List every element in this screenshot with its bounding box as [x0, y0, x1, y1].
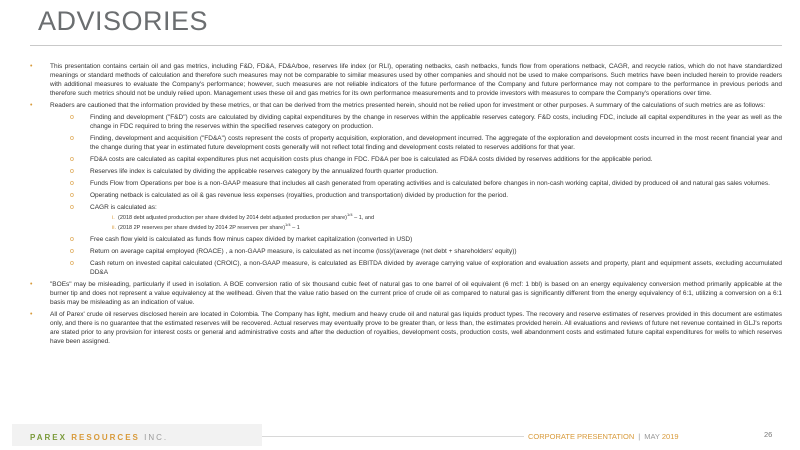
formula-text: (2018 2P reserves per share divided by 2014 2P reserves per share)	[118, 225, 286, 231]
sub-bullet-text: Cash return on invested capital calculated (CROIC), a non-GAAP measure, is calculated as EBITDA divided by average carrying value of exploration and evaluation assets and property, plant and equipment assets, excluding accumulated DD&A	[90, 260, 782, 276]
circle-bullet-icon: o	[70, 156, 74, 163]
roman-marker: ii.	[112, 225, 116, 231]
bullet-dot-icon: •	[30, 63, 33, 70]
formula-item	[90, 224, 782, 232]
formula-tail: – 1, and	[352, 215, 375, 221]
bullet-text: This presentation contains certain oil and gas metrics, including F&D, FD&A, FD&A/boe, reserves life index (or RLI), operating netbacks, cash netbacks, funds flow from operations netback, CAGR, and recycle ratios, which do not have standardized meanings or standard methods of calculation and therefore such measures may not be comparable to similar measures used by other companies and should not be used to make comparisons. Such metrics have been included herein to provide readers with additional measures to evaluate the Company's performance; however, such measures are not reliable indicators of the future performance of the Company and future performance may not compare to the performance in previous periods and therefore such metrics should not be unduly relied upon. Management uses these oil and gas metrics for its own performance measurements and to provide investors with measures to compare the Company's operations over time.	[50, 63, 782, 97]
circle-bullet-icon: o	[70, 114, 74, 121]
formula-list	[90, 214, 782, 232]
formula-item	[90, 214, 782, 222]
sub-bullet-text: Funds Flow from Operations per boe is a non-GAAP measure that includes all cash generated from operating activities and is calculated before changes in non-cash working capital, divided by produced oil and natural gas sales volumes.	[90, 180, 770, 187]
footer-caption	[528, 432, 679, 441]
bullet-item	[30, 101, 782, 277]
circle-bullet-icon: o	[70, 135, 74, 142]
sub-bullet-text: Finding and development ("F&D") costs are calculated by dividing capital expenditures by the change in reserves within the applicable reserves category. F&D costs, including FDC, include all capital expenditures in the year as well as the change in FDC required to bring the reserves within the specified reserves category on production.	[90, 114, 782, 130]
presentation-label: CORPORATE PRESENTATION	[528, 432, 635, 441]
bullet-text: All of Parex' crude oil reserves disclosed herein are located in Colombia. The Company has light, medium and heavy crude oil and natural gas liquids product types. The recovery and reserve estimates of reserves provided in this document are estimates only, and there is no guarantee that the estimated reserves will be recovered. Actual reserves may eventually prove to be greater than, or less than, the estimates provided herein. All evaluations and reviews of future net revenue contained in GLJ's reports are stated prior to any provision for interest costs or general and administrative costs and after the deduction of royalties, development costs, production costs, well abandonment costs and estimated future capital expenditures for wells to which reserves have been assigned.	[50, 311, 782, 345]
advisories-body	[30, 62, 782, 349]
brand-word-inc: INC.	[144, 433, 169, 442]
circle-bullet-icon: o	[70, 204, 74, 211]
roman-marker: i.	[112, 215, 115, 221]
circle-bullet-icon: o	[70, 236, 74, 243]
sub-bullet-item	[50, 191, 782, 200]
brand-word-resources: RESOURCES	[71, 433, 140, 442]
bullet-dot-icon: •	[30, 311, 33, 318]
page-number: 26	[764, 430, 773, 439]
bullet-text: Readers are cautioned that the information provided by these metrics, or that can be derived from the metrics presented herein, should not be relied upon for investment or other purposes. A summary of the calculations of such metrics are as follows:	[50, 102, 766, 109]
sub-bullet-item	[50, 155, 782, 164]
sub-bullet-text: Finding, development and acquisition ("FD&A") costs represent the costs of property acquisition, exploration, and development incurred. The aggregate of the exploration and development costs incurred in the most recent financial year and the change during that year in estimated future development costs generally will not reflect total finding and development costs related to reserves additions for that year.	[90, 135, 782, 151]
formula-exponent: 1/4	[285, 222, 291, 228]
circle-bullet-icon: o	[70, 180, 74, 187]
company-logo	[30, 433, 168, 442]
bullet-item	[30, 62, 782, 98]
sub-bullet-text: FD&A costs are calculated as capital expenditures plus net acquisition costs plus change in FDC. FD&A per boe is calculated as FD&A costs divided by reserves additions for the applicable period.	[90, 156, 653, 163]
bullet-dot-icon: •	[30, 281, 33, 288]
sub-bullet-item	[50, 134, 782, 152]
sub-bullet-item	[50, 259, 782, 277]
footer-year: 2019	[661, 432, 679, 441]
sub-bullet-item	[50, 113, 782, 131]
circle-bullet-icon: o	[70, 168, 74, 175]
sub-bullet-item	[50, 167, 782, 176]
circle-bullet-icon: o	[70, 192, 74, 199]
sub-bullet-item	[50, 247, 782, 256]
circle-bullet-icon: o	[70, 248, 74, 255]
sub-bullet-text: Return on average capital employed (ROACE) , a non-GAAP measure, is calculated as net income (loss)/(average (net debt + shareholders' equity))	[90, 248, 517, 255]
sub-bullet-text: CAGR is calculated as:	[90, 204, 157, 211]
formula-text: (2018 debt adjusted production per share divided by 2014 debt adjusted production per share)	[118, 215, 348, 221]
sub-bullet-text: Operating netback is calculated as oil & gas revenue less expenses (royalties, production and transportation) divided by production for the period.	[90, 192, 509, 199]
footer-divider	[262, 436, 524, 437]
brand-word-parex: PAREX	[30, 433, 67, 442]
formula-exponent: 1/4	[347, 212, 353, 218]
bullet-text: "BOEs" may be misleading, particularly if used in isolation. A BOE conversion ratio of six thousand cubic feet of natural gas to one barrel of oil equivalent (6 mcf: 1 bbl) is based on an energy equivalency conversion method primarily applicable at the burner tip and does not represent a value equivalency at the wellhead. Given that the value ratio based on the current price of crude oil as compared to natural gas is significantly different from the energy equivalency of 6:1, utilizing a conversion on a 6:1 basis may be misleading as an indication of value.	[50, 281, 782, 306]
sub-bullet-list	[50, 113, 782, 277]
bullet-item	[30, 280, 782, 307]
sub-bullet-text: Reserves life index is calculated by dividing the applicable reserves category by the annualized fourth quarter production.	[90, 168, 438, 175]
sub-bullet-item	[50, 203, 782, 232]
sub-bullet-item	[50, 235, 782, 244]
page-title: ADVISORIES	[38, 6, 209, 36]
circle-bullet-icon: o	[70, 260, 74, 267]
footer-month: MAY	[644, 432, 660, 441]
bullet-dot-icon: •	[30, 102, 33, 109]
bullet-item	[30, 310, 782, 346]
sub-bullet-item	[50, 179, 782, 188]
title-divider	[30, 45, 782, 46]
footer-separator: |	[638, 432, 641, 441]
sub-bullet-text: Free cash flow yield is calculated as funds flow minus capex divided by market capitalization (converted in USD)	[90, 236, 413, 243]
bullet-list	[30, 62, 782, 346]
formula-tail: – 1	[290, 225, 300, 231]
